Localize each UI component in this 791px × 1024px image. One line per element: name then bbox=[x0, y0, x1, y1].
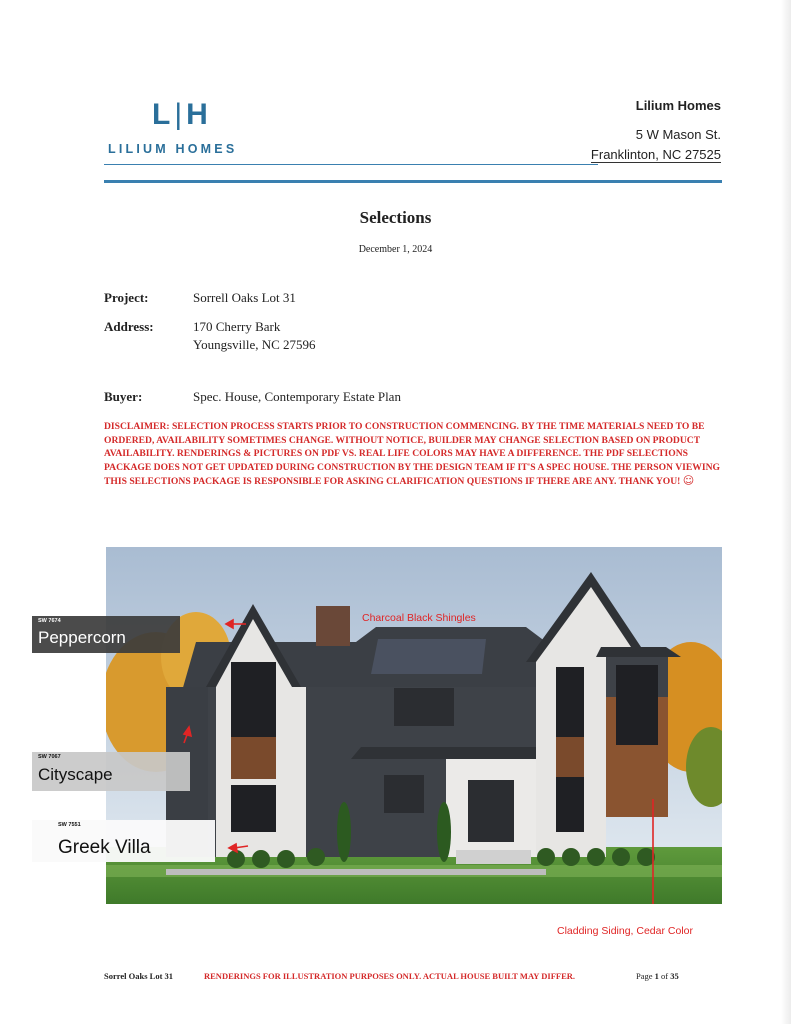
logo-divider: | bbox=[174, 98, 185, 131]
address-label: Address: bbox=[104, 319, 154, 334]
right-volume-window bbox=[616, 665, 658, 745]
company-logo-wordmark: LILIUM HOMES bbox=[108, 142, 238, 156]
front-door bbox=[468, 780, 514, 842]
page-current: 1 bbox=[654, 971, 659, 981]
company-name: Lilium Homes bbox=[635, 98, 721, 113]
disclaimer-body: DISCLAIMER: SELECTION PROCESS STARTS PRIOR TO CONSTRUCTION COMMENCING. BY THE TIME MATERIALS NEED TO BE ORDERED, AVAILABILITY SOMETIMES CHANGE. WITHOUT NOTICE, BUILDER MAY CHANGE SELECTION BASED ON PRODUCT AVAILABILITY. RENDERINGS & PICTURES ON PDF VS. REAL LIFE COLORS MAY HAVE A DIFFERENCE. THE PDF SELECTIONS PACKAGE DOES NOT GET UPDATED DURING CONSTRUCTION BY THE DESIGN TEAM IF IT'S A SPEC HOUSE. THE PERSON VIEWING THIS SELECTIONS PACKAGE IS RESPONSIBLE FOR ASKING CLARIFICATION QUESTIONS IF THERE ARE ANY. THANK YOU! bbox=[104, 421, 720, 488]
project-label: Project: bbox=[104, 290, 149, 305]
front-steps bbox=[456, 850, 531, 864]
logo-letter-h: H bbox=[186, 98, 210, 131]
disclaimer-text bbox=[104, 420, 724, 489]
header-rule-thick bbox=[104, 180, 722, 183]
header-rule-thin bbox=[104, 164, 598, 165]
page-number bbox=[636, 971, 679, 981]
swatch-name: Cityscape bbox=[38, 765, 113, 784]
buyer-label: Buyer: bbox=[104, 389, 143, 404]
page-prefix: Page bbox=[636, 971, 653, 981]
smiley-icon: ☺ bbox=[682, 474, 695, 488]
right-volume-roof bbox=[596, 647, 681, 657]
left-tower-cedar-panel bbox=[231, 737, 276, 779]
swatch-cityscape bbox=[32, 752, 190, 791]
address-line2: Youngsville, NC 27596 bbox=[193, 337, 316, 352]
buyer-value: Spec. House, Contemporary Estate Plan bbox=[193, 389, 401, 404]
annotation-siding: Cladding Siding, Cedar Color bbox=[557, 925, 693, 937]
annotation-roof: Charcoal Black Shingles bbox=[362, 612, 476, 624]
swatch-name: Greek Villa bbox=[58, 837, 151, 858]
dormer-window bbox=[394, 688, 454, 726]
company-city: Franklinton, NC 27525 bbox=[590, 147, 721, 162]
swatch-peppercorn bbox=[32, 616, 180, 653]
lower-window bbox=[384, 775, 424, 813]
logo-letter-l: L bbox=[152, 98, 173, 131]
address-line1: 170 Cherry Bark bbox=[193, 319, 281, 334]
page-total: 35 bbox=[670, 971, 679, 981]
footer-disclaimer: RENDERINGS FOR ILLUSTRATION PURPOSES ONLY. ACTUAL HOUSE BUILT MAY DIFFER. bbox=[204, 971, 576, 981]
chimney bbox=[316, 606, 350, 646]
walkway bbox=[166, 869, 546, 875]
left-tower-window-lower bbox=[231, 785, 276, 832]
topiary-left bbox=[337, 802, 351, 862]
metal-roof-panel bbox=[371, 639, 486, 674]
topiary-right bbox=[437, 802, 451, 862]
document-date: December 1, 2024 bbox=[358, 244, 433, 255]
swatch-code: SW 7067 bbox=[38, 754, 61, 760]
page-edge-shadow bbox=[781, 0, 791, 1024]
company-street: 5 W Mason St. bbox=[635, 127, 721, 142]
swatch-name: Peppercorn bbox=[38, 628, 126, 647]
page-title: Selections bbox=[359, 208, 432, 227]
swatch-greek-villa bbox=[32, 820, 215, 862]
page-of: of bbox=[661, 971, 669, 981]
footer-project: Sorrel Oaks Lot 31 bbox=[104, 971, 174, 981]
right-tower-cedar-panel bbox=[556, 737, 584, 777]
swatch-code: SW 7674 bbox=[38, 618, 61, 624]
swatch-code: SW 7551 bbox=[58, 822, 81, 828]
project-value: Sorrell Oaks Lot 31 bbox=[193, 290, 296, 305]
porch-roof bbox=[351, 747, 546, 759]
company-logo-monogram bbox=[152, 98, 210, 132]
